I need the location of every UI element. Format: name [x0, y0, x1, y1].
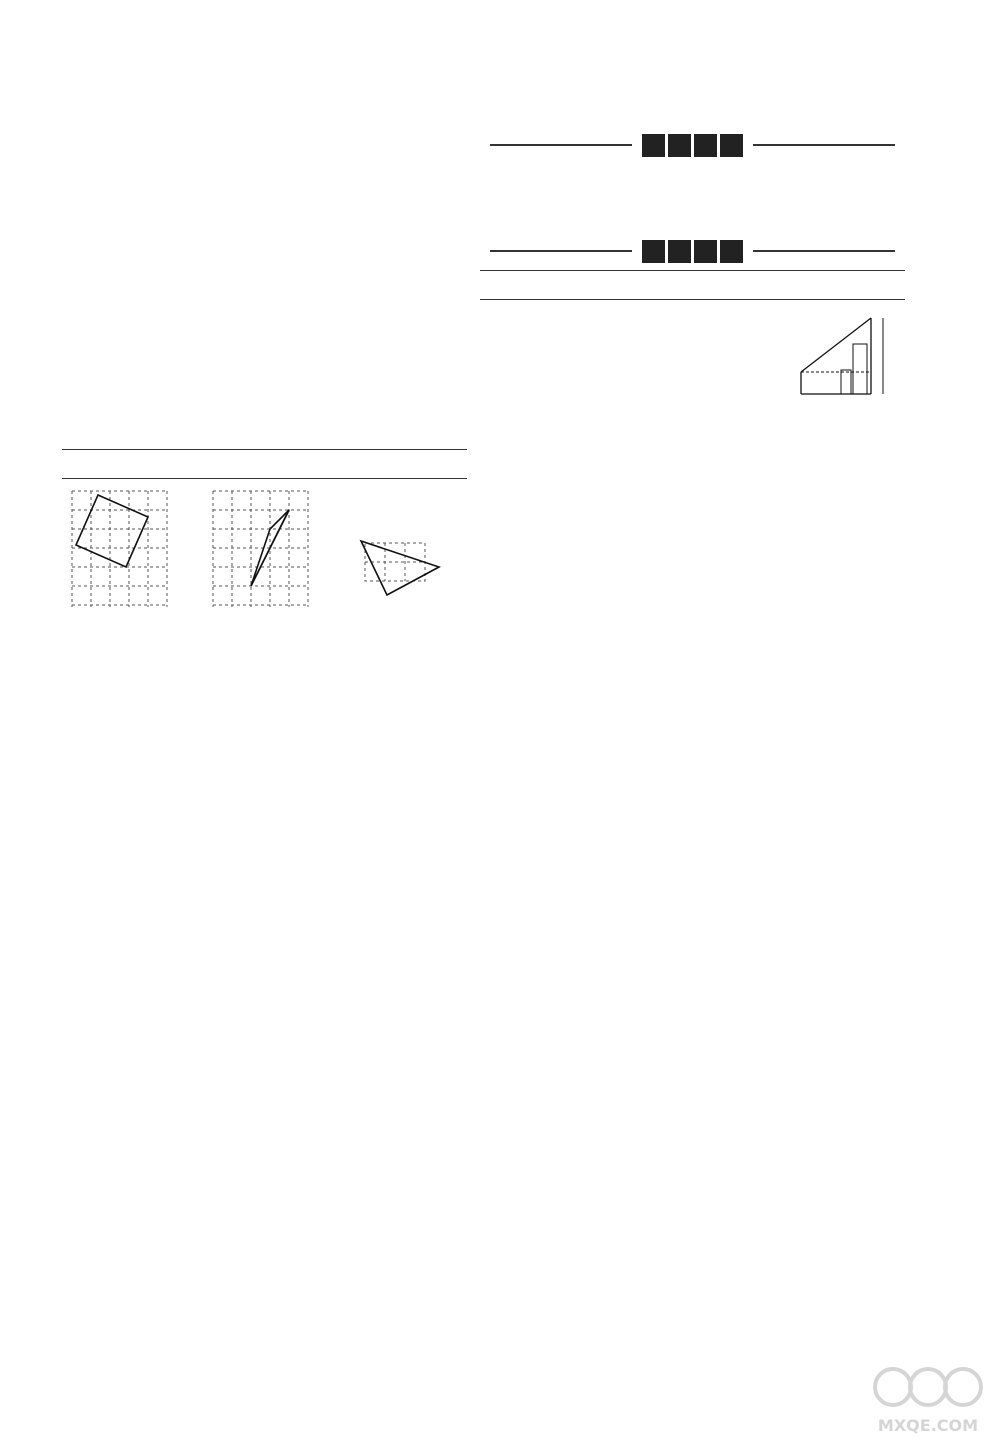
answer-quick-check-banner — [480, 130, 905, 160]
right-column — [480, 92, 905, 412]
text-line — [62, 257, 467, 281]
banner-char — [642, 134, 665, 157]
text-line — [62, 421, 467, 445]
banner-char — [694, 240, 717, 263]
section-choice-title — [480, 160, 905, 186]
detailed-analysis-banner — [480, 236, 905, 266]
text-line — [62, 163, 467, 187]
figure-q8-door-lamp — [787, 310, 905, 410]
math-thinking-tip — [62, 449, 467, 479]
figure-1-square — [62, 487, 182, 611]
text-line — [62, 398, 467, 422]
solution-18 — [62, 163, 467, 445]
banner-char — [720, 240, 743, 263]
text-line — [62, 233, 467, 257]
chapter-title — [480, 94, 905, 130]
section-fill-title — [480, 198, 905, 224]
banner-char — [642, 240, 665, 263]
text-line — [62, 210, 467, 234]
text-line — [62, 304, 467, 328]
figure-2-triangle — [205, 487, 325, 611]
figure-captions — [62, 611, 467, 635]
text-line — [62, 116, 467, 140]
text-line — [62, 280, 467, 304]
technique-tip — [480, 270, 905, 300]
figures-19 — [62, 487, 467, 611]
banner-char — [668, 134, 691, 157]
watermark-logo — [868, 1359, 988, 1439]
svg-text:MXQE.COM: MXQE.COM — [877, 1416, 979, 1435]
text-line — [62, 374, 467, 398]
banner-char — [694, 134, 717, 157]
left-column — [62, 92, 467, 635]
text-line — [62, 139, 467, 163]
text-line — [62, 92, 467, 116]
figure-3-triangle-abc — [347, 487, 467, 611]
text-line — [62, 186, 467, 210]
banner-char — [668, 240, 691, 263]
banner-char — [720, 134, 743, 157]
text-line — [62, 351, 467, 375]
solution-17-tail — [62, 92, 467, 163]
text-line — [62, 327, 467, 351]
